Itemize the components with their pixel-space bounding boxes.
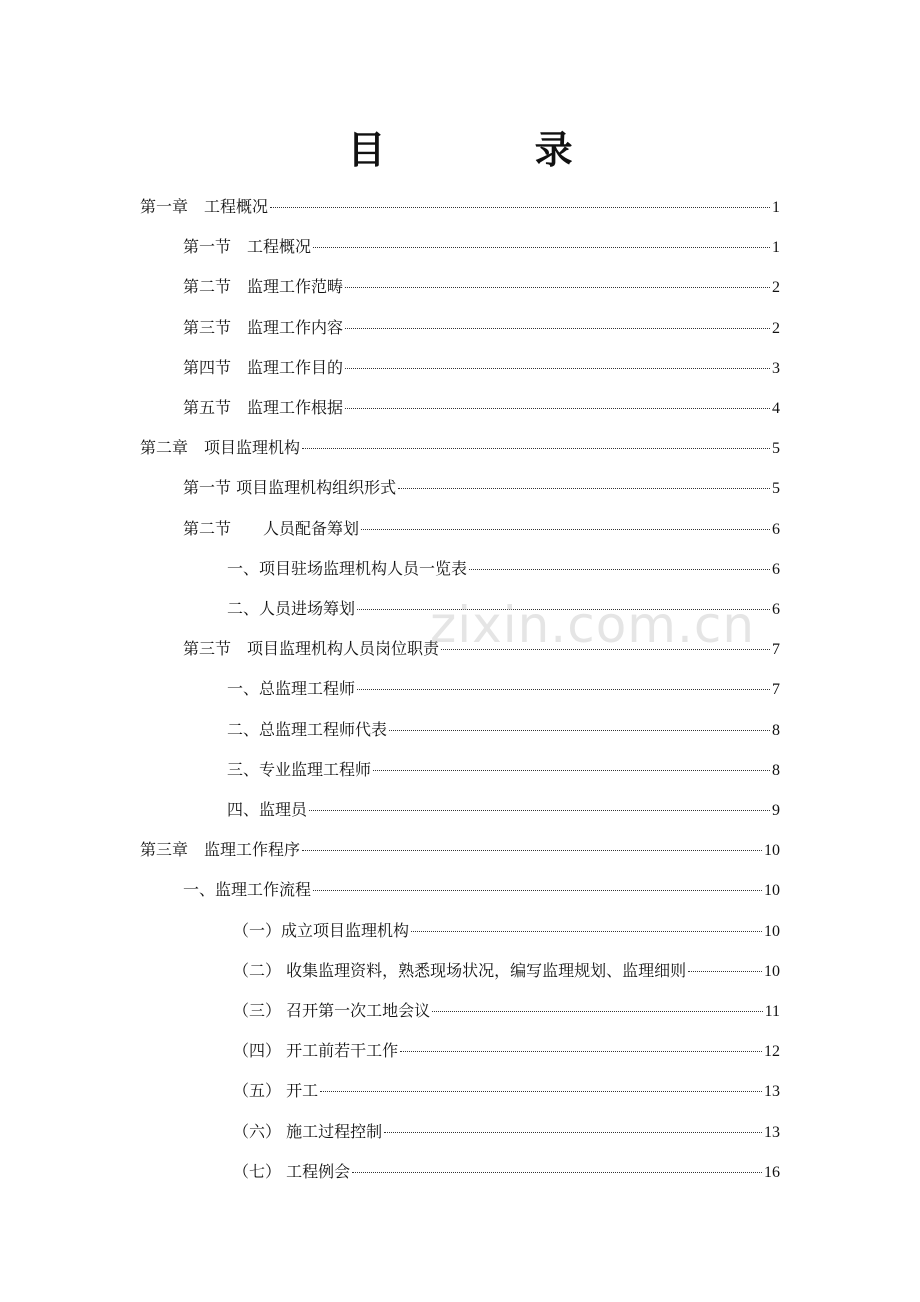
toc-entry[interactable] bbox=[140, 433, 780, 463]
dot-leader bbox=[345, 368, 770, 369]
toc-entry[interactable] bbox=[233, 1036, 780, 1066]
toc-entry-page-number: 10 bbox=[764, 962, 780, 980]
dot-leader bbox=[432, 1011, 763, 1012]
toc-entry-page-number: 16 bbox=[764, 1163, 780, 1181]
toc-entry[interactable] bbox=[227, 755, 780, 785]
toc-entry-page-number: 9 bbox=[772, 802, 780, 819]
toc-entry-label: 三、专业监理工程师 bbox=[227, 759, 372, 779]
toc-entry[interactable] bbox=[233, 1157, 780, 1187]
toc-entry-label: 二、总监理工程师代表 bbox=[227, 719, 388, 739]
toc-entry[interactable] bbox=[183, 232, 780, 262]
toc-entry-page-number: 6 bbox=[772, 520, 780, 538]
toc-entry[interactable] bbox=[140, 835, 780, 865]
page-title: 目 录 bbox=[347, 128, 641, 172]
dot-leader bbox=[400, 1051, 762, 1052]
toc-entry-label: （四） 开工前若干工作 bbox=[233, 1041, 399, 1061]
dot-leader bbox=[688, 971, 762, 972]
toc-entry-label: 二、人员进场筹划 bbox=[227, 599, 356, 618]
toc-entry-label: 第一节 工程概况 bbox=[183, 237, 312, 257]
toc-entry-page-number: 2 bbox=[772, 279, 780, 297]
dot-leader bbox=[313, 890, 762, 891]
toc-entry[interactable] bbox=[183, 875, 780, 905]
toc-entry-page-number: 8 bbox=[772, 761, 780, 779]
toc-entry-label: （七） 工程例会 bbox=[233, 1161, 351, 1181]
dot-leader bbox=[345, 408, 770, 409]
toc-entry-page-number: 1 bbox=[772, 199, 780, 216]
dot-leader bbox=[389, 730, 770, 731]
toc-entry[interactable] bbox=[233, 956, 780, 986]
toc-entry-page-number: 8 bbox=[772, 721, 780, 739]
toc-entry-page-number: 11 bbox=[764, 1003, 780, 1020]
toc-entry-label: 第二节 监理工作范畴 bbox=[183, 277, 344, 297]
toc-entry-page-number: 10 bbox=[764, 842, 780, 860]
toc-entry[interactable] bbox=[183, 272, 780, 302]
toc-entry[interactable] bbox=[183, 393, 780, 423]
toc-entry-label: （一）成立项目监理机构 bbox=[233, 920, 410, 940]
toc-entry[interactable] bbox=[227, 674, 780, 704]
dot-leader bbox=[361, 529, 770, 530]
toc-entry-label: （二） 收集监理资料，熟悉现场状况，编写监理规划、监理细则 bbox=[233, 960, 687, 980]
toc-entry[interactable] bbox=[183, 473, 780, 503]
toc-entry-page-number: 13 bbox=[764, 1123, 780, 1141]
dot-leader bbox=[270, 207, 770, 208]
toc-entry-label: 一、监理工作流程 bbox=[183, 880, 312, 900]
dot-leader bbox=[313, 247, 770, 248]
toc-entry-page-number: 2 bbox=[772, 319, 780, 337]
dot-leader bbox=[373, 770, 770, 771]
dot-leader bbox=[320, 1091, 762, 1092]
toc-entry-label: 一、项目驻场监理机构人员一览表 bbox=[227, 558, 468, 578]
dot-leader bbox=[345, 328, 770, 329]
toc-entry-label: 第三节 监理工作内容 bbox=[183, 317, 344, 337]
dot-leader bbox=[411, 931, 762, 932]
toc-entry-label: 第三章 监理工作程序 bbox=[140, 840, 301, 860]
toc-entry-label: 第一章 工程概况 bbox=[140, 197, 269, 216]
toc-entry[interactable] bbox=[183, 514, 780, 544]
toc-entry-page-number: 4 bbox=[772, 400, 780, 417]
toc-entry[interactable] bbox=[227, 554, 780, 584]
toc-entry-label: （五） 开工 bbox=[233, 1081, 319, 1101]
toc-entry-page-number: 7 bbox=[772, 681, 780, 699]
toc-entry-label: 第四节 监理工作目的 bbox=[183, 357, 344, 377]
toc-entry-page-number: 3 bbox=[772, 359, 780, 377]
toc-entry[interactable] bbox=[233, 1076, 780, 1106]
toc-entry-page-number: 13 bbox=[764, 1083, 780, 1101]
toc-entry-page-number: 5 bbox=[772, 480, 780, 498]
toc-entry-label: 一、总监理工程师 bbox=[227, 679, 356, 699]
dot-leader bbox=[302, 448, 770, 449]
toc-entry-label: （六） 施工过程控制 bbox=[233, 1121, 383, 1141]
toc-entry[interactable] bbox=[233, 1117, 780, 1147]
toc-entry[interactable] bbox=[233, 916, 780, 946]
toc-entry-label: （三） 召开第一次工地会议 bbox=[233, 1001, 431, 1020]
toc-entry[interactable] bbox=[140, 192, 780, 222]
toc-entry[interactable] bbox=[183, 313, 780, 343]
toc-entry[interactable] bbox=[183, 353, 780, 383]
toc-entry-label: 第三节 项目监理机构人员岗位职责 bbox=[183, 639, 440, 659]
toc-entry-page-number: 6 bbox=[772, 601, 780, 618]
toc-entry-page-number: 12 bbox=[764, 1043, 780, 1061]
toc-entry[interactable] bbox=[233, 996, 780, 1026]
toc-entry-label: 第五节 监理工作根据 bbox=[183, 398, 344, 417]
toc-entry-page-number: 10 bbox=[764, 922, 780, 940]
toc-entry-page-number: 10 bbox=[764, 882, 780, 900]
dot-leader bbox=[398, 488, 770, 489]
toc-entry-label: 第一节 项目监理机构组织形式 bbox=[183, 478, 397, 498]
toc-entry-page-number: 7 bbox=[772, 641, 780, 659]
dot-leader bbox=[384, 1132, 762, 1133]
dot-leader bbox=[352, 1172, 762, 1173]
toc-entry-label: 第二节 人员配备筹划 bbox=[183, 518, 360, 538]
toc-entry[interactable] bbox=[227, 795, 780, 825]
dot-leader bbox=[357, 689, 770, 690]
toc-entry-label: 第二章 项目监理机构 bbox=[140, 438, 301, 458]
toc-entry-label: 四、监理员 bbox=[227, 800, 308, 819]
dot-leader bbox=[309, 810, 770, 811]
toc-entry-page-number: 1 bbox=[772, 239, 780, 257]
dot-leader bbox=[469, 569, 770, 570]
toc-entry-page-number: 6 bbox=[772, 560, 780, 578]
toc-entry[interactable] bbox=[227, 715, 780, 745]
watermark: zixin.com.cn bbox=[430, 596, 756, 654]
dot-leader bbox=[302, 850, 762, 851]
toc-entry-page-number: 5 bbox=[772, 440, 780, 458]
dot-leader bbox=[345, 287, 770, 288]
